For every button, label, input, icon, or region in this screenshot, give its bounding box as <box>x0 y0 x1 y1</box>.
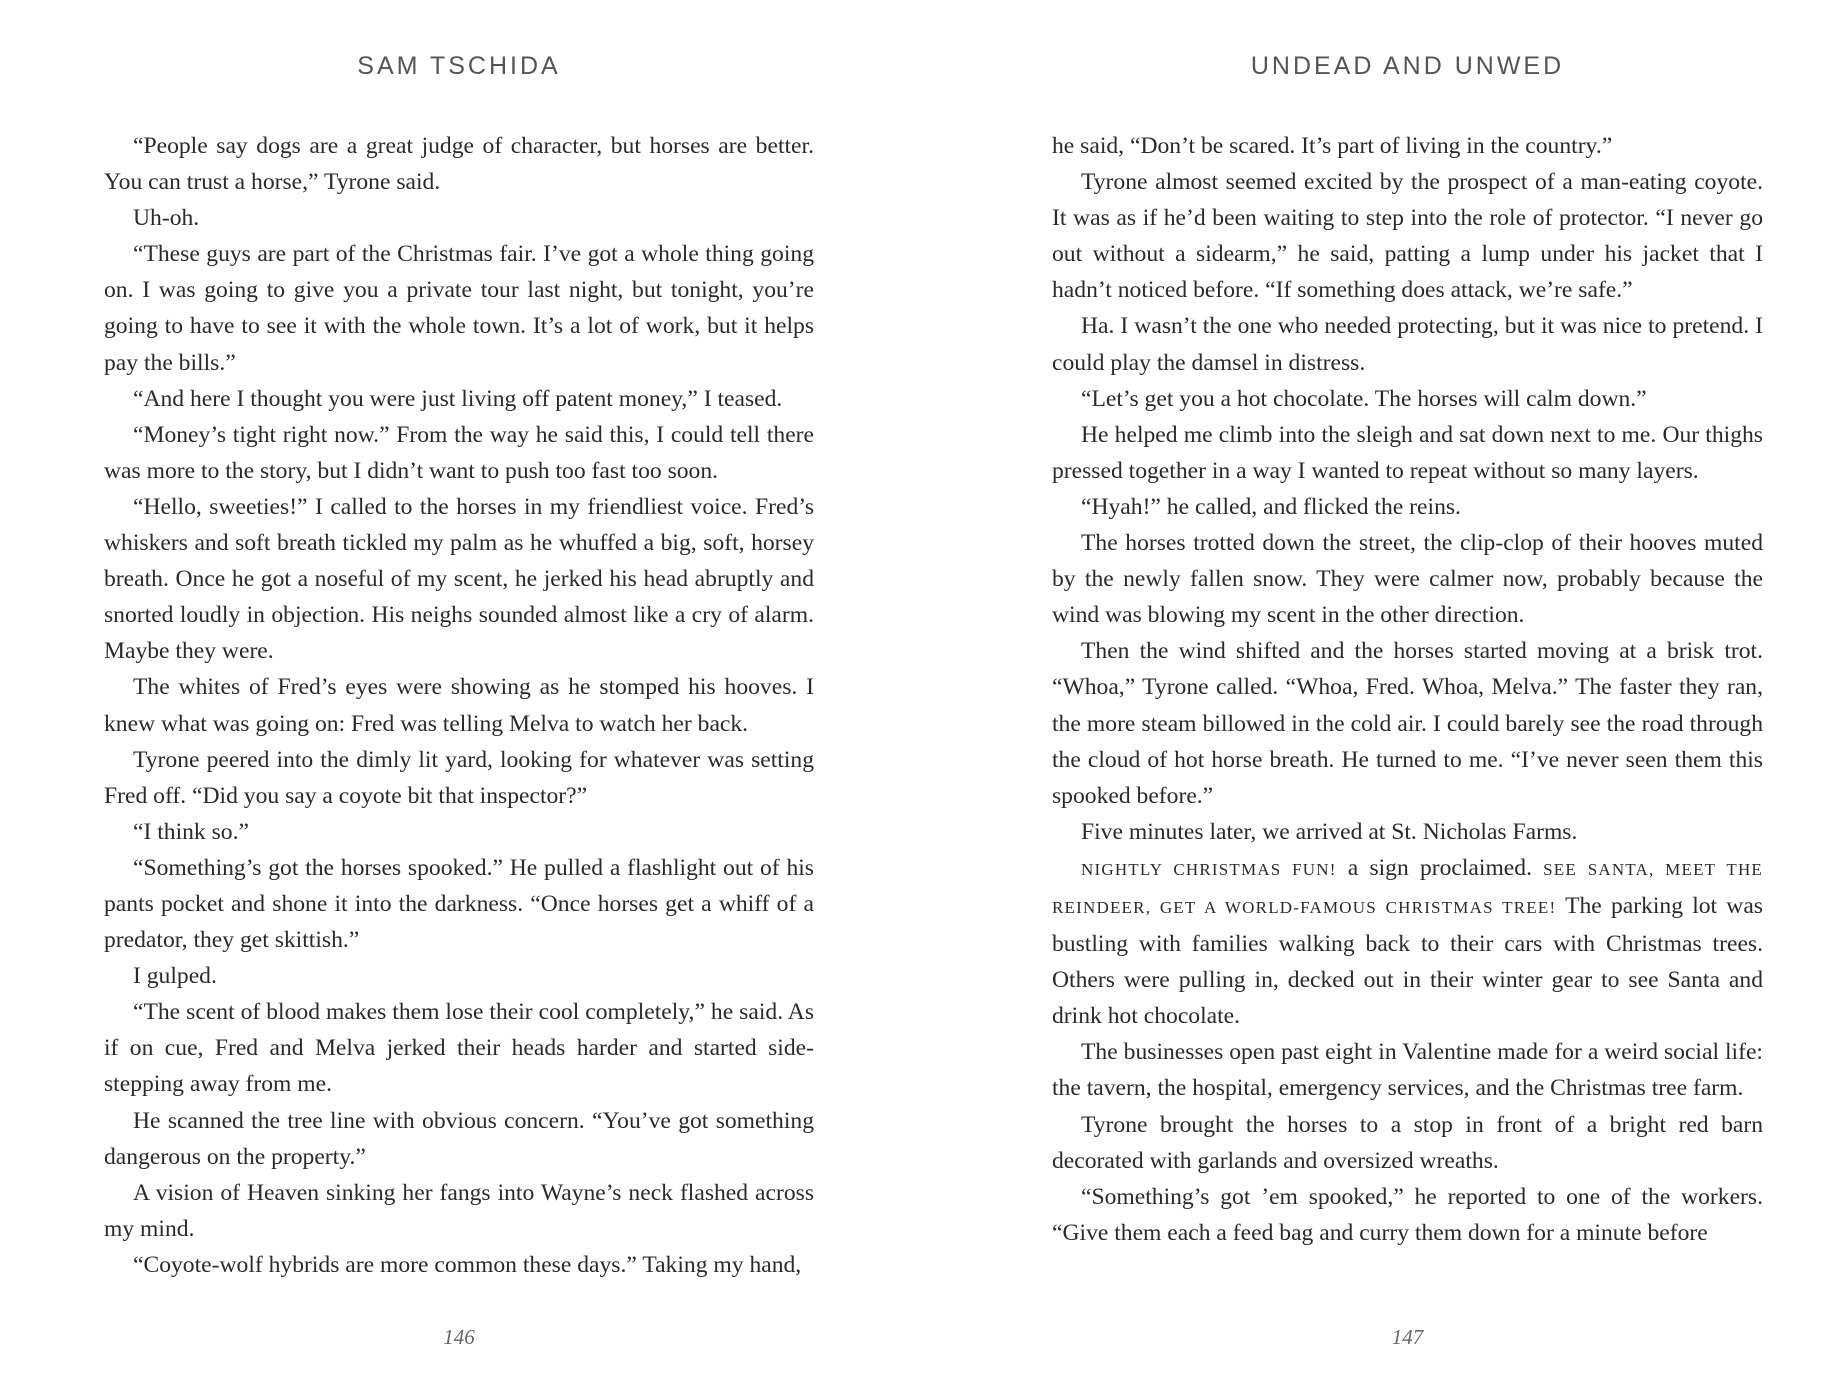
paragraph: “People say dogs are a great judge of character, but horses are better. You can trust a horse,” Tyrone said. <box>104 133 814 196</box>
paragraph: Tyrone almost seemed excited by the prospect of a man-eating coyote. It was as if he’d been waiting to step into the role of protector. “I never go out without a sidearm,” he said, patting a lump under his jacket that I hadn’t noticed before. “If something does attack, we’re safe.” <box>1052 169 1763 304</box>
page-number: 147 <box>1391 1325 1424 1349</box>
paragraph: The horses trotted down the street, the clip-clop of their hooves muted by the newly fallen snow. They were calmer now, probably because the wind was blowing my scent in the other direction. <box>1052 530 1763 629</box>
paragraph: The whites of Fred’s eyes were showing as he stomped his hooves. I knew what was going on: Fred was telling Melva to watch her back. <box>104 674 814 737</box>
paragraph: The businesses open past eight in Valentine made for a weird social life: the tavern, the hospital, emergency services, and the Christmas tree farm. <box>1052 1039 1763 1102</box>
running-head-title: UNDEAD AND UNWED <box>1250 52 1565 80</box>
paragraph: “I think so.” <box>133 818 249 845</box>
paragraph-continuation: he said, “Don’t be scared. It’s part of living in the country.” <box>1052 133 1613 159</box>
sign-text: NIGHTLY CHRISTMAS FUN! <box>1081 859 1337 879</box>
paragraph: Tyrone peered into the dimly lit yard, looking for whatever was setting Fred off. “Did you say a coyote bit that inspector?” <box>104 746 814 809</box>
paragraph: He helped me climb into the sleigh and sat down next to me. Our thighs pressed together in a way I wanted to repeat without so many layers. <box>1052 421 1763 484</box>
paragraph: “Money’s tight right now.” From the way he said this, I could tell there was more to the story, but I didn’t want to push too fast too soon. <box>104 421 814 484</box>
paragraph: Uh-oh. <box>133 205 200 232</box>
left-page-body <box>104 128 814 1283</box>
paragraph: “The scent of blood makes them lose their cool completely,” he said. As if on cue, Fred and Melva jerked their heads harder and started side-stepping away from me. <box>104 999 814 1098</box>
running-head-author: SAM TSCHIDA <box>357 52 561 80</box>
paragraph: “Let’s get you a hot chocolate. The horses will calm down.” <box>1081 385 1647 412</box>
paragraph: “Hyah!” he called, and flicked the reins. <box>1081 493 1461 520</box>
page-number: 146 <box>443 1325 475 1349</box>
paragraph-sign <box>1052 850 1763 1034</box>
paragraph: Then the wind shifted and the horses started moving at a brisk trot. “Whoa,” Tyrone called. “Whoa, Fred. Whoa, Melva.” The faster they ran, the more steam billowed in the cold air. I could barely see the road through the cloud of hot horse breath. He turned to me. “I’ve never seen them this spooked before.” <box>1052 638 1763 809</box>
paragraph: Ha. I wasn’t the one who needed protecting, but it was nice to pretend. I could play the damsel in distress. <box>1052 313 1763 376</box>
paragraph: “Something’s got ’em spooked,” he reported to one of the workers. “Give them each a feed bag and curry them down for a minute before <box>1052 1183 1763 1246</box>
right-page <box>1052 0 1763 1400</box>
paragraph: “These guys are part of the Christmas fair. I’ve got a whole thing going on. I was going to give you a private tour last night, but tonight, you’re going to have to see it with the whole town. It’s a lot of work, but it helps pay the bills.” <box>104 241 814 376</box>
paragraph: He scanned the tree line with obvious concern. “You’ve got something dangerous on the property.” <box>104 1107 814 1170</box>
sign-narration: a sign proclaimed. <box>1336 854 1544 881</box>
paragraph: Five minutes later, we arrived at St. Nicholas Farms. <box>1081 818 1578 845</box>
paragraph: “And here I thought you were just living off patent money,” I teased. <box>133 385 783 412</box>
sign-narration: The parking lot was bustling with families walking back to their cars with Christmas trees. Others were pulling in, decked out in their winter gear to see Santa and drink hot chocolate. <box>1052 892 1763 1030</box>
paragraph: Tyrone brought the horses to a stop in front of a bright red barn decorated with garlands and oversized wreaths. <box>1052 1111 1763 1174</box>
paragraph: “Something’s got the horses spooked.” He pulled a flashlight out of his pants pocket and shone it into the darkness. “Once horses get a whiff of a predator, they get skittish.” <box>104 854 814 954</box>
paragraph: “Hello, sweeties!” I called to the horses in my friendliest voice. Fred’s whiskers and soft breath tickled my palm as he whuffed a big, soft, horsey breath. Once he got a noseful of my scent, he jerked his head abruptly and snorted loudly in objection. His neighs sounded almost like a cry of alarm. Maybe they were. <box>104 493 814 665</box>
paragraph: A vision of Heaven sinking her fangs into Wayne’s neck flashed across my mind. <box>104 1179 814 1242</box>
paragraph: “Coyote-wolf hybrids are more common these days.” Taking my hand, <box>133 1251 802 1278</box>
left-page <box>104 0 814 1400</box>
right-page-body <box>1052 128 1763 1251</box>
paragraph: I gulped. <box>133 963 217 990</box>
sign-text: SEE SANTA, MEET THE REINDEER, GET A WORLD-FAMOUS CHRISTMAS TREE! <box>1052 859 1764 917</box>
